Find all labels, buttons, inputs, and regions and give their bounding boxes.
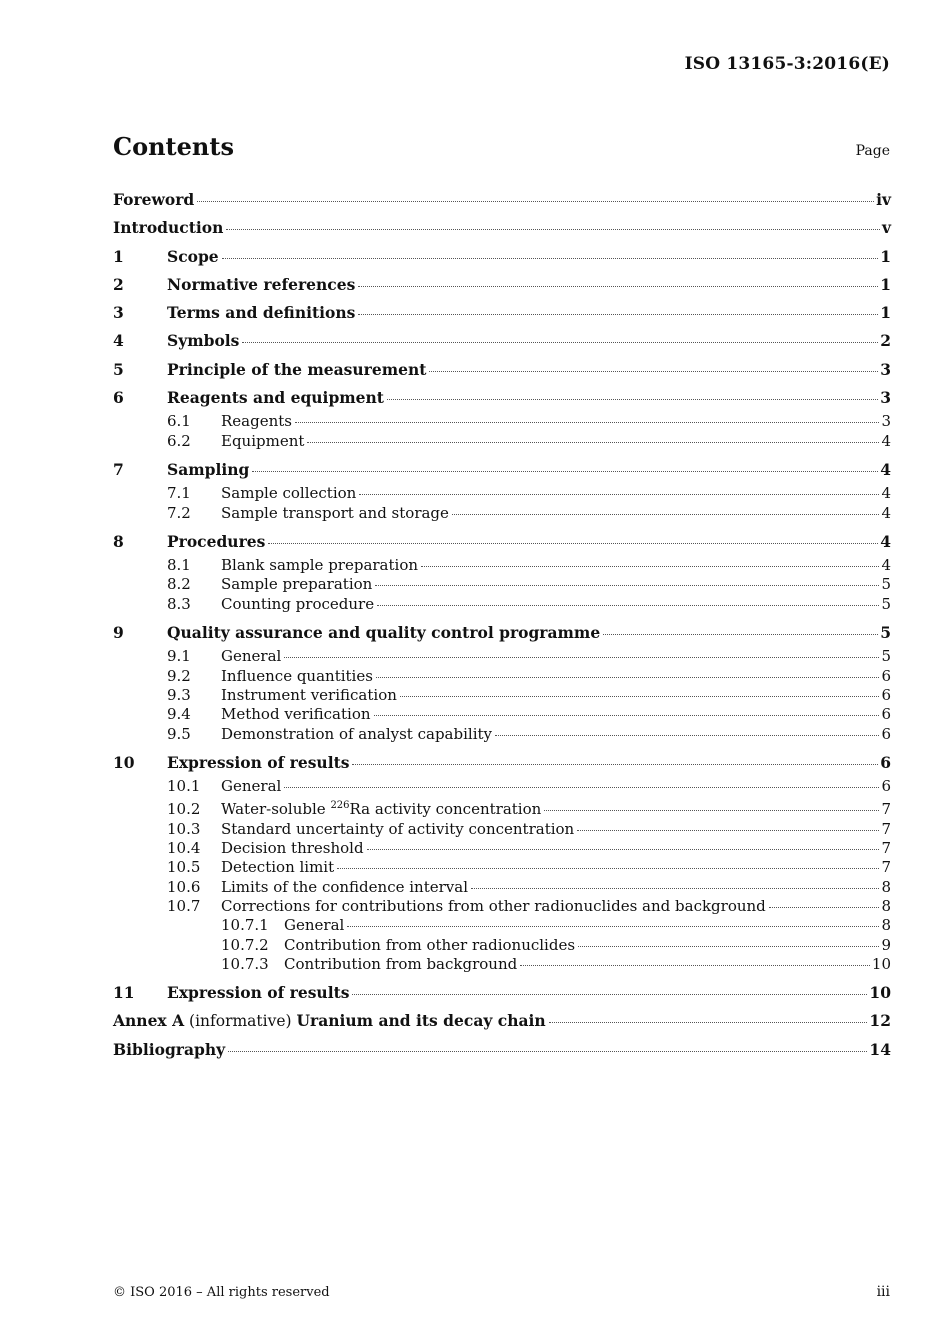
toc-entry-8[interactable]: 8 Procedures 4 <box>113 531 891 551</box>
toc-entry-9-3[interactable]: 9.3 Instrument verification 6 <box>167 685 891 704</box>
isotope-mass-number: 226 <box>330 800 350 812</box>
toc-entry-9-5[interactable]: 9.5 Demonstration of analyst capability 6 <box>167 724 891 743</box>
toc-entry-10-7-1[interactable]: 10.7.1 General 8 <box>221 916 891 935</box>
toc-entry-6-1[interactable]: 6.1 Reagents 3 <box>167 412 891 431</box>
toc-entry-10-2[interactable]: 10.2 Water-soluble $^{226}$Ra activity concentration 7 <box>167 800 891 819</box>
toc-entry-10-4[interactable]: 10.4 Decision threshold 7 <box>167 839 891 858</box>
copyright-notice: © ISO 2016 – All rights reserved <box>113 1285 330 1300</box>
toc-entry-10-7[interactable]: 10.7 Corrections for contributions from other radionuclides and background 8 <box>167 896 891 915</box>
toc-entry-annex-a[interactable]: Annex A (informative) Uranium and its decay chain 12 <box>113 1011 891 1031</box>
toc-entry-7[interactable]: 7 Sampling 4 <box>113 459 891 479</box>
toc-entry-7-2[interactable]: 7.2 Sample transport and storage 4 <box>167 503 891 522</box>
toc-entry-10-6[interactable]: 10.6 Limits of the confidence interval 8 <box>167 877 891 896</box>
toc-entry-10-1[interactable]: 10.1 General 6 <box>167 777 891 796</box>
page-number: iii <box>876 1284 890 1300</box>
toc-entry-4[interactable]: 4 Symbols 2 <box>113 331 891 351</box>
toc-entry-10-7-2[interactable]: 10.7.2 Contribution from other radionuclides 9 <box>221 935 891 954</box>
toc-entry-10-3[interactable]: 10.3 Standard uncertainty of activity concentration 7 <box>167 819 891 838</box>
toc-entry-bibliography[interactable]: Bibliography 14 <box>113 1039 891 1059</box>
toc-entry-9[interactable]: 9 Quality assurance and quality control programme 5 <box>113 623 891 643</box>
toc-entry-2[interactable]: 2 Normative references 1 <box>113 274 891 294</box>
toc-entry-introduction[interactable]: Introduction v <box>113 218 891 238</box>
toc-entry-6[interactable]: 6 Reagents and equipment 3 <box>113 388 891 408</box>
document-id: ISO 13165-3:2016(E) <box>684 54 890 74</box>
toc-entry-9-1[interactable]: 9.1 General 5 <box>167 647 891 666</box>
toc-entry-7-1[interactable]: 7.1 Sample collection 4 <box>167 484 891 503</box>
contents-heading: Contents <box>113 132 234 161</box>
toc-entry-10-5[interactable]: 10.5 Detection limit 7 <box>167 858 891 877</box>
toc-entry-11[interactable]: 11 Expression of results 10 <box>113 983 891 1003</box>
table-of-contents <box>113 186 891 1064</box>
toc-entry-9-2[interactable]: 9.2 Influence quantities 6 <box>167 666 891 685</box>
toc-entry-6-2[interactable]: 6.2 Equipment 4 <box>167 431 891 450</box>
toc-entry-10-7-3[interactable]: 10.7.3 Contribution from background 10 <box>221 954 891 973</box>
toc-entry-10[interactable]: 10 Expression of results 6 <box>113 752 891 772</box>
toc-entry-3[interactable]: 3 Terms and definitions 1 <box>113 303 891 323</box>
toc-entry-9-4[interactable]: 9.4 Method verification 6 <box>167 705 891 724</box>
page-column-label: Page <box>855 143 890 159</box>
toc-entry-8-3[interactable]: 8.3 Counting procedure 5 <box>167 594 891 613</box>
toc-entry-8-2[interactable]: 8.2 Sample preparation 5 <box>167 575 891 594</box>
toc-entry-foreword[interactable]: Foreword iv <box>113 190 891 209</box>
toc-entry-1[interactable]: 1 Scope 1 <box>113 246 891 266</box>
toc-entry-5[interactable]: 5 Principle of the measurement 3 <box>113 359 891 379</box>
toc-entry-8-1[interactable]: 8.1 Blank sample preparation 4 <box>167 556 891 575</box>
